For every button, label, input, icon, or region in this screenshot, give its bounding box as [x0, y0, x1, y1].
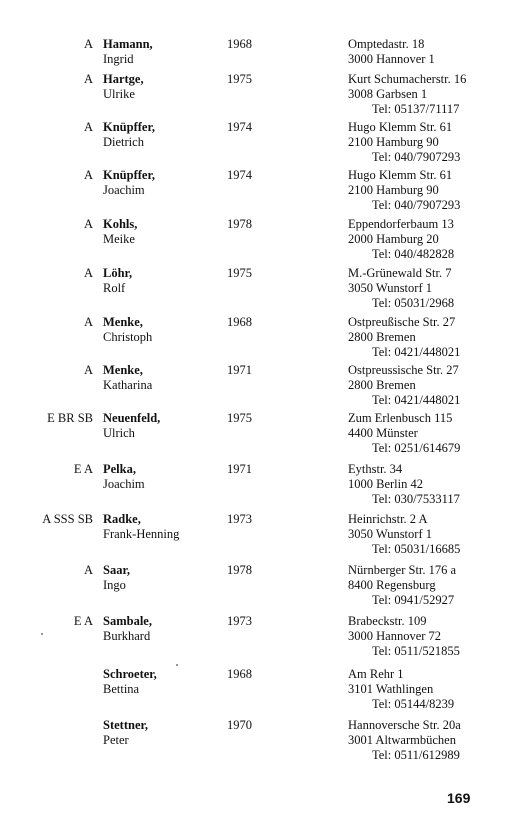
- member-address: [348, 667, 454, 712]
- member-first-name: Ingrid: [103, 52, 134, 66]
- member-name: [103, 462, 145, 492]
- address-line: Zum Erlenbusch 115: [348, 411, 453, 425]
- address-line: Nürnberger Str. 176 a: [348, 563, 457, 577]
- member-address: [348, 315, 460, 360]
- member-first-name: Bettina: [103, 682, 140, 696]
- address-line: Hugo Klemm Str. 61: [348, 120, 453, 134]
- member-year: 1974: [227, 168, 252, 182]
- member-address: [348, 120, 460, 165]
- member-name: [103, 614, 152, 644]
- address-line: Ostpreussische Str. 27: [348, 363, 459, 377]
- address-line: 2100 Hamburg 90: [348, 135, 439, 149]
- member-last-name: Menke,: [103, 315, 143, 329]
- address-line: 3008 Garbsen 1: [348, 87, 428, 101]
- member-code: E BR SB: [47, 411, 93, 425]
- phone-number: Tel: 05031/16685: [372, 542, 461, 556]
- member-first-name: Ulrich: [103, 426, 135, 440]
- member-first-name: Dietrich: [103, 135, 144, 149]
- member-first-name: Rolf: [103, 281, 126, 295]
- member-address: [348, 266, 454, 311]
- member-first-name: Ingo: [103, 578, 126, 592]
- address-line: Ostpreußische Str. 27: [348, 315, 456, 329]
- member-address: [348, 462, 460, 507]
- address-line: 3000 Hannover 1: [348, 52, 435, 66]
- member-last-name: Schroeter,: [103, 667, 157, 681]
- member-code: A: [83, 72, 93, 86]
- member-name: [103, 37, 153, 67]
- address-line: Kurt Schumacherstr. 16: [348, 72, 467, 86]
- member-name: [103, 411, 160, 441]
- member-last-name: Knüpffer,: [103, 120, 155, 134]
- address-line: Heinrichstr. 2 A: [348, 512, 428, 526]
- member-year: 1971: [227, 363, 252, 377]
- phone-number: Tel: 05031/2968: [372, 296, 455, 310]
- phone-number: Tel: 0941/52927: [372, 593, 455, 607]
- member-first-name: Christoph: [103, 330, 153, 344]
- address-line: 3050 Wunstorf 1: [348, 281, 432, 295]
- member-address: [348, 614, 460, 659]
- member-year: 1975: [227, 72, 252, 86]
- member-last-name: Neuenfeld,: [103, 411, 161, 425]
- member-code: E A: [73, 462, 93, 476]
- member-last-name: Stettner,: [103, 718, 149, 732]
- member-name: [103, 667, 157, 697]
- member-name: [103, 266, 132, 296]
- address-line: 3050 Wunstorf 1: [348, 527, 432, 541]
- member-first-name: Frank-Henning: [103, 527, 180, 541]
- phone-number: Tel: 0421/448021: [372, 345, 461, 359]
- member-name: [103, 315, 152, 345]
- member-last-name: Pelka,: [103, 462, 136, 476]
- member-code: A SSS SB: [42, 512, 93, 526]
- address-line: 1000 Berlin 42: [348, 477, 423, 491]
- member-name: [103, 563, 130, 593]
- address-line: Omptedastr. 18: [348, 37, 425, 51]
- member-name: [103, 512, 179, 542]
- member-year: 1968: [227, 315, 252, 329]
- member-address: [348, 563, 456, 608]
- address-line: Am Rehr 1: [348, 667, 404, 681]
- member-year: 1975: [227, 266, 252, 280]
- member-year: 1974: [227, 120, 252, 134]
- member-code: A: [83, 315, 93, 329]
- member-address: [348, 363, 460, 408]
- address-line: 3001 Altwarmbüchen: [348, 733, 456, 747]
- address-line: 2800 Bremen: [348, 378, 416, 392]
- member-address: [348, 411, 460, 456]
- address-line: 4400 Münster: [348, 426, 418, 440]
- phone-number: Tel: 0511/612989: [372, 748, 460, 762]
- print-speck: [176, 664, 178, 666]
- member-last-name: Hartge,: [103, 72, 144, 86]
- member-name: [103, 72, 144, 102]
- member-code: E A: [73, 614, 93, 628]
- member-name: [103, 168, 155, 198]
- member-address: [348, 168, 460, 213]
- member-address: [348, 512, 460, 557]
- member-first-name: Joachim: [103, 477, 145, 491]
- member-year: 1973: [227, 614, 252, 628]
- member-code: A: [83, 168, 93, 182]
- member-name: [103, 217, 137, 247]
- address-line: 3000 Hannover 72: [348, 629, 442, 643]
- member-first-name: Burkhard: [103, 629, 151, 643]
- member-last-name: Hamann,: [103, 37, 153, 51]
- member-name: [103, 120, 155, 150]
- phone-number: Tel: 040/7907293: [372, 198, 461, 212]
- address-line: Brabeckstr. 109: [348, 614, 427, 628]
- member-name: [103, 363, 152, 393]
- member-last-name: Radke,: [103, 512, 141, 526]
- print-speck: [41, 633, 43, 635]
- member-code: A: [83, 217, 93, 231]
- member-year: 1971: [227, 462, 252, 476]
- member-address: [348, 37, 435, 67]
- member-year: 1978: [227, 563, 252, 577]
- member-year: 1970: [227, 718, 252, 732]
- member-year: 1968: [227, 37, 252, 51]
- member-address: [348, 72, 466, 117]
- address-line: Eppendorferbaum 13: [348, 217, 454, 231]
- member-code: A: [83, 363, 93, 377]
- phone-number: Tel: 05144/8239: [372, 697, 455, 711]
- member-first-name: Peter: [103, 733, 129, 747]
- member-name: [103, 718, 148, 748]
- member-first-name: Katharina: [103, 378, 153, 392]
- member-first-name: Ulrike: [103, 87, 135, 101]
- member-code: A: [83, 563, 93, 577]
- member-last-name: Saar,: [103, 563, 130, 577]
- member-year: 1968: [227, 667, 252, 681]
- member-last-name: Knüpffer,: [103, 168, 155, 182]
- member-code: A: [83, 120, 93, 134]
- member-code: A: [83, 37, 93, 51]
- member-year: 1978: [227, 217, 252, 231]
- address-line: 8400 Regensburg: [348, 578, 436, 592]
- address-line: Hannoversche Str. 20a: [348, 718, 461, 732]
- phone-number: Tel: 0251/614679: [372, 441, 461, 455]
- address-line: 2000 Hamburg 20: [348, 232, 439, 246]
- phone-number: Tel: 040/7907293: [372, 150, 461, 164]
- address-line: Eythstr. 34: [348, 462, 403, 476]
- page-number: 169: [447, 790, 471, 806]
- member-last-name: Sambale,: [103, 614, 152, 628]
- address-line: 2100 Hamburg 90: [348, 183, 439, 197]
- member-first-name: Meike: [103, 232, 135, 246]
- member-address: [348, 718, 461, 763]
- member-last-name: Menke,: [103, 363, 143, 377]
- member-address: [348, 217, 454, 262]
- address-line: M.-Grünewald Str. 7: [348, 266, 452, 280]
- phone-number: Tel: 030/7533117: [372, 492, 460, 506]
- phone-number: Tel: 0421/448021: [372, 393, 461, 407]
- phone-number: Tel: 0511/521855: [372, 644, 460, 658]
- address-line: 2800 Bremen: [348, 330, 416, 344]
- member-first-name: Joachim: [103, 183, 145, 197]
- member-last-name: Löhr,: [103, 266, 133, 280]
- address-line: Hugo Klemm Str. 61: [348, 168, 453, 182]
- member-year: 1973: [227, 512, 252, 526]
- member-year: 1975: [227, 411, 252, 425]
- phone-number: Tel: 05137/71117: [372, 102, 460, 116]
- member-last-name: Kohls,: [103, 217, 138, 231]
- phone-number: Tel: 040/482828: [372, 247, 455, 261]
- member-code: A: [83, 266, 93, 280]
- address-line: 3101 Wathlingen: [348, 682, 434, 696]
